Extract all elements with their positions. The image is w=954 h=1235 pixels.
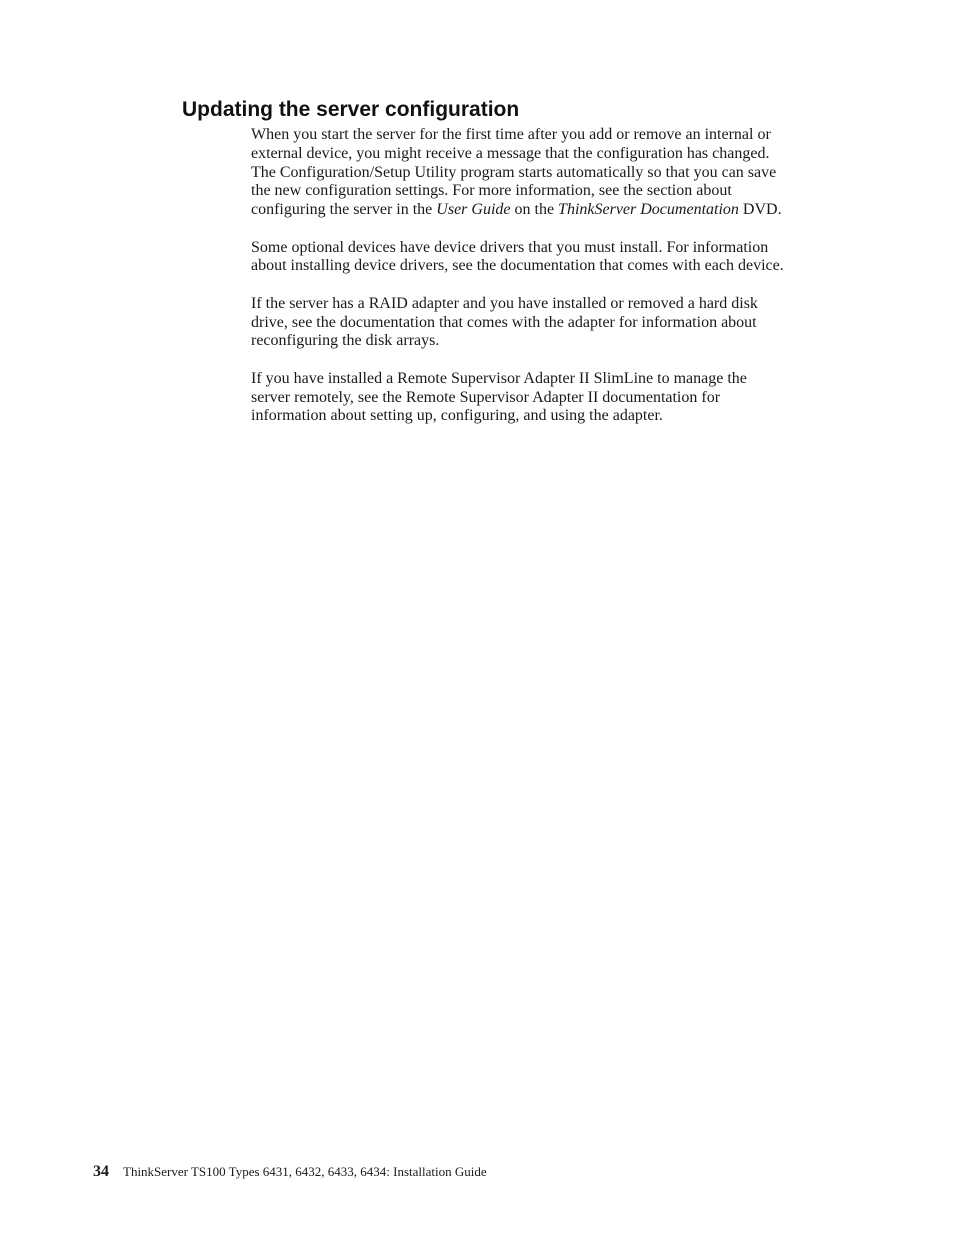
text-line bbox=[251, 201, 851, 220]
text-line: information about setting up, configuring, and using the adapter. bbox=[251, 407, 663, 425]
text-run: on the bbox=[510, 201, 559, 219]
paragraph-device-drivers bbox=[251, 239, 851, 277]
text-line: reconfiguring the disk arrays. bbox=[251, 332, 440, 350]
paragraph-raid-adapter bbox=[251, 295, 851, 351]
book-title-user-guide: User Guide bbox=[436, 201, 511, 219]
footer-document-title: ThinkServer TS100 Types 6431, 6432, 6433, 6434: Installation Guide bbox=[123, 1164, 487, 1179]
page-footer bbox=[93, 1162, 487, 1182]
text-line: drive, see the documentation that comes with the adapter for information about bbox=[251, 313, 757, 331]
text-run: configuring the server in the bbox=[251, 201, 437, 219]
text-line: server remotely, see the Remote Supervisor Adapter II documentation for bbox=[251, 388, 721, 406]
book-title-documentation-dvd: ThinkServer Documentation bbox=[558, 201, 739, 219]
text-line: external device, you might receive a message that the configuration has changed. bbox=[251, 144, 770, 162]
text-line: The Configuration/Setup Utility program starts automatically so that you can save bbox=[251, 163, 777, 181]
text-line: When you start the server for the first time after you add or remove an internal or bbox=[251, 126, 771, 143]
text-run: DVD. bbox=[738, 201, 782, 219]
text-line: Some optional devices have device drivers that you must install. For information bbox=[251, 238, 769, 256]
text-line: the new configuration settings. For more information, see the section about bbox=[251, 182, 732, 200]
text-line: about installing device drivers, see the documentation that comes with each device. bbox=[251, 257, 784, 275]
text-line: If the server has a RAID adapter and you have installed or removed a hard disk bbox=[251, 294, 758, 312]
page-number: 34 bbox=[93, 1163, 109, 1180]
paragraph-configuration-change bbox=[251, 126, 851, 220]
section-heading: Updating the server configuration bbox=[182, 98, 520, 121]
paragraph-remote-supervisor bbox=[251, 370, 851, 426]
section-body bbox=[251, 126, 851, 445]
text-line: If you have installed a Remote Supervisor Adapter II SlimLine to manage the bbox=[251, 369, 747, 387]
